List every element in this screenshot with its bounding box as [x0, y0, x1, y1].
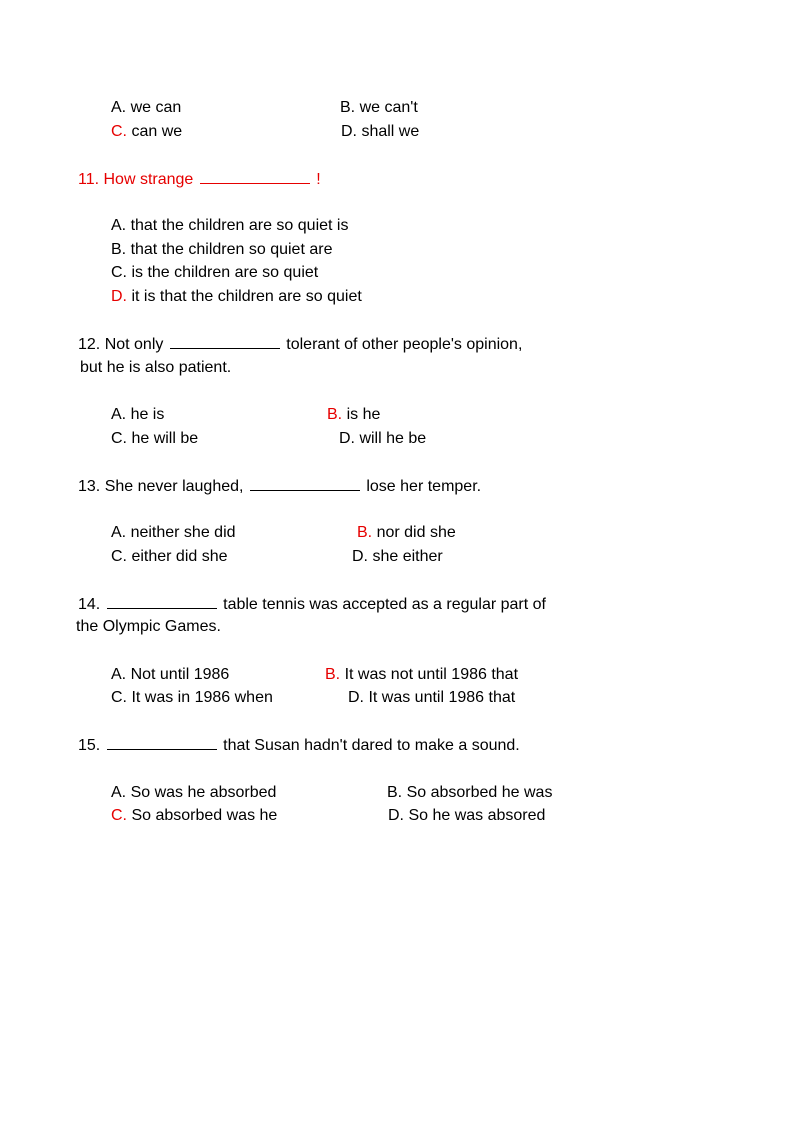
q12-stem-line2: but he is also patient. [80, 359, 232, 376]
q12-option-d: D. will he be [339, 430, 427, 447]
q12-stem [78, 334, 522, 355]
q10-option-c-text: can we [127, 123, 183, 140]
q11-option-c: C. is the children are so quiet [111, 264, 319, 281]
q12-stem-before: 12. Not only [78, 336, 168, 353]
q12-option-c: C. he will be [111, 430, 199, 447]
q15-option-d: D. So he was absored [388, 807, 546, 824]
q13-blank [250, 476, 360, 491]
q13-option-b-text: nor did she [372, 524, 456, 541]
q10-option-b: B. we can't [340, 99, 418, 116]
q10-option-a: A. we can [111, 99, 182, 116]
q11-stem [78, 169, 321, 190]
q12-blank [170, 334, 280, 349]
q12-answer-letter: B. [327, 406, 343, 423]
q13-option-a: A. neither she did [111, 524, 236, 541]
q14-answer-letter: B. [325, 666, 341, 683]
q11-blank [200, 169, 310, 184]
q14-blank [107, 594, 217, 609]
q15-blank [107, 735, 217, 750]
q13-stem [78, 476, 481, 497]
q15-answer-letter: C. [111, 807, 127, 824]
q12-option-b [327, 405, 380, 425]
q10-option-c [111, 122, 182, 142]
q11-stem-before: 11. How strange [78, 171, 198, 188]
q13-option-c: C. either did she [111, 548, 228, 565]
q12-option-b-text: is he [342, 406, 381, 423]
q11-stem-after: ! [311, 171, 321, 188]
q13-stem-before: 13. She never laughed, [78, 478, 248, 495]
q14-option-c: C. It was in 1986 when [111, 689, 273, 706]
q14-stem-after: table tennis was accepted as a regular part of [218, 596, 546, 613]
q15-option-a: A. So was he absorbed [111, 784, 277, 801]
q14-option-b-text: It was not until 1986 that [340, 666, 519, 683]
q13-option-d: D. she either [352, 548, 443, 565]
q15-stem-before: 15. [78, 737, 105, 754]
q11-answer-letter: D. [111, 288, 127, 305]
q12-option-a: A. he is [111, 406, 165, 423]
q13-stem-after: lose her temper. [361, 478, 482, 495]
q15-stem-after: that Susan hadn't dared to make a sound. [218, 737, 520, 754]
q14-stem-before: 14. [78, 596, 105, 613]
q14-option-b [325, 665, 518, 685]
q12-stem-after: tolerant of other people's opinion, [281, 336, 523, 353]
q11-option-d [111, 287, 362, 307]
q13-answer-letter: B. [357, 524, 373, 541]
q11-option-b: B. that the children so quiet are [111, 241, 333, 258]
q15-option-c [111, 806, 277, 826]
q13-option-b [357, 523, 456, 543]
q15-option-c-text: So absorbed was he [127, 807, 278, 824]
q10-answer-letter: C. [111, 123, 127, 140]
q10-option-d: D. shall we [341, 123, 420, 140]
q11-option-d-text: it is that the children are so quiet [127, 288, 362, 305]
q14-stem [78, 594, 546, 615]
q15-stem [78, 735, 520, 756]
q14-stem-line2: the Olympic Games. [76, 618, 221, 635]
q14-option-d: D. It was until 1986 that [348, 689, 516, 706]
q11-option-a: A. that the children are so quiet is [111, 217, 349, 234]
q14-option-a: A. Not until 1986 [111, 666, 230, 683]
q15-option-b: B. So absorbed he was [387, 784, 553, 801]
